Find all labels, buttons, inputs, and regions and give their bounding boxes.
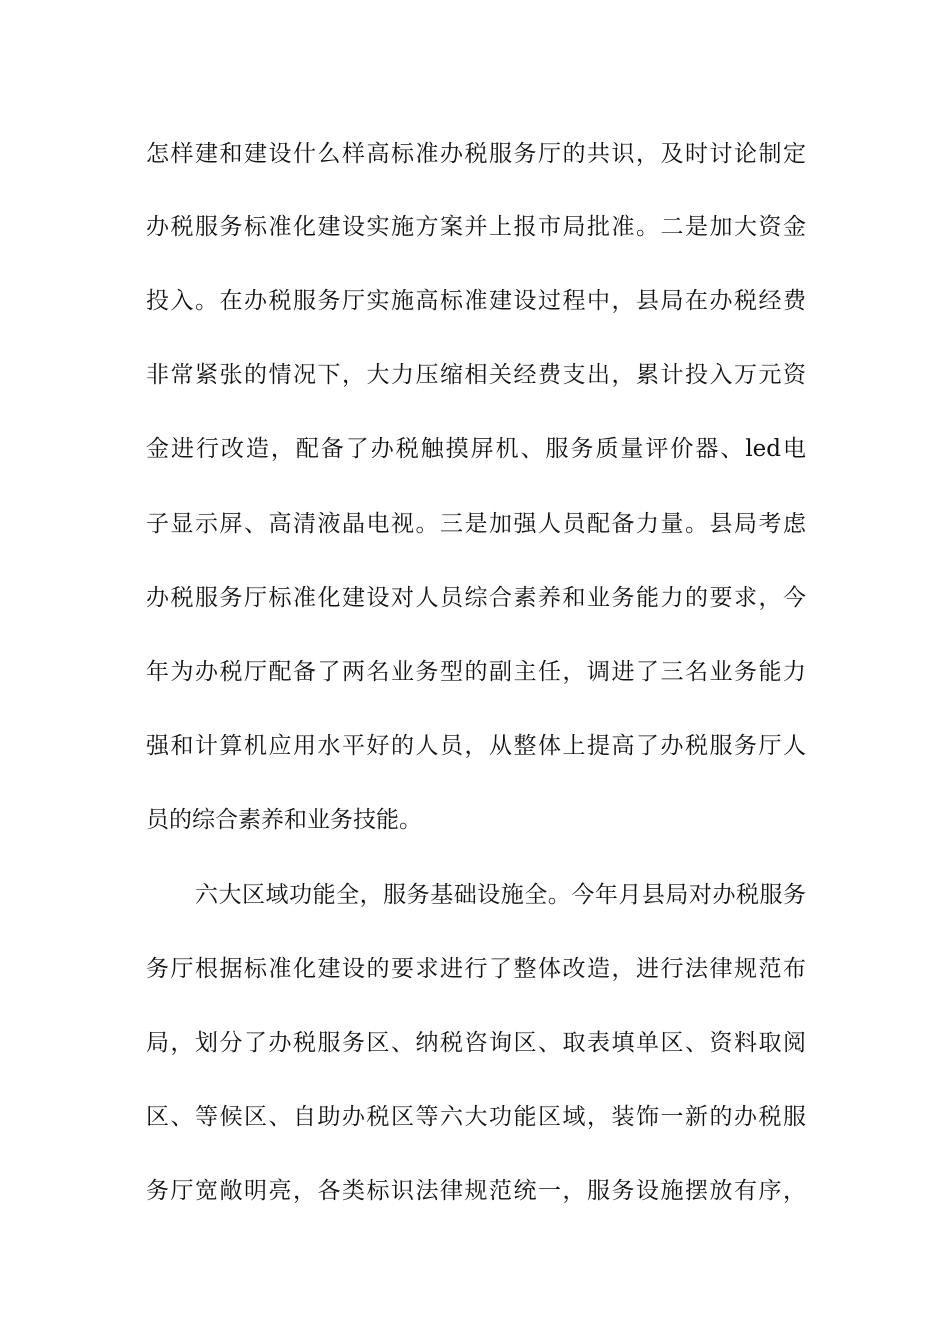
text-line-14: 区、等候区、自助办税区等六大功能区域，装饰一新的办税服 <box>146 1104 806 1130</box>
text-line-15: 务厅宽敞明亮，各类标识法律规范统一，服务设施摆放有序， <box>146 1178 806 1204</box>
text-line-9: 强和计算机应用水平好的人员，从整体上提高了办税服务厅人 <box>146 733 806 759</box>
text-line-10: 员的综合素养和业务技能。 <box>146 807 422 833</box>
text-line-4: 非常紧张的情况下，大力压缩相关经费支出，累计投入万元资 <box>146 362 806 388</box>
text-line-11: 六大区域功能全，服务基础设施全。今年月县局对办税服务 <box>195 882 806 908</box>
text-line-5: 金进行改造，配备了办税触摸屏机、服务质量评价器、led电 <box>146 436 806 462</box>
text-line-12: 务厅根据标准化建设的要求进行了整体改造，进行法律规范布 <box>146 956 806 982</box>
text-line-1: 怎样建和建设什么样高标准办税服务厅的共识，及时讨论制定 <box>146 141 806 167</box>
text-line-8: 年为办税厅配备了两名业务型的副主任，调进了三名业务能力 <box>146 659 806 685</box>
text-line-3: 投入。在办税服务厅实施高标准建设过程中，县局在办税经费 <box>146 288 806 314</box>
text-line-6: 子显示屏、高清液晶电视。三是加强人员配备力量。县局考虑 <box>146 511 806 537</box>
text-line-13: 局，划分了办税服务区、纳税咨询区、取表填单区、资料取阅 <box>146 1030 806 1056</box>
text-line-7: 办税服务厅标准化建设对人员综合素养和业务能力的要求，今 <box>146 585 806 611</box>
text-line-2: 办税服务标准化建设实施方案并上报市局批准。二是加大资金 <box>146 214 806 240</box>
